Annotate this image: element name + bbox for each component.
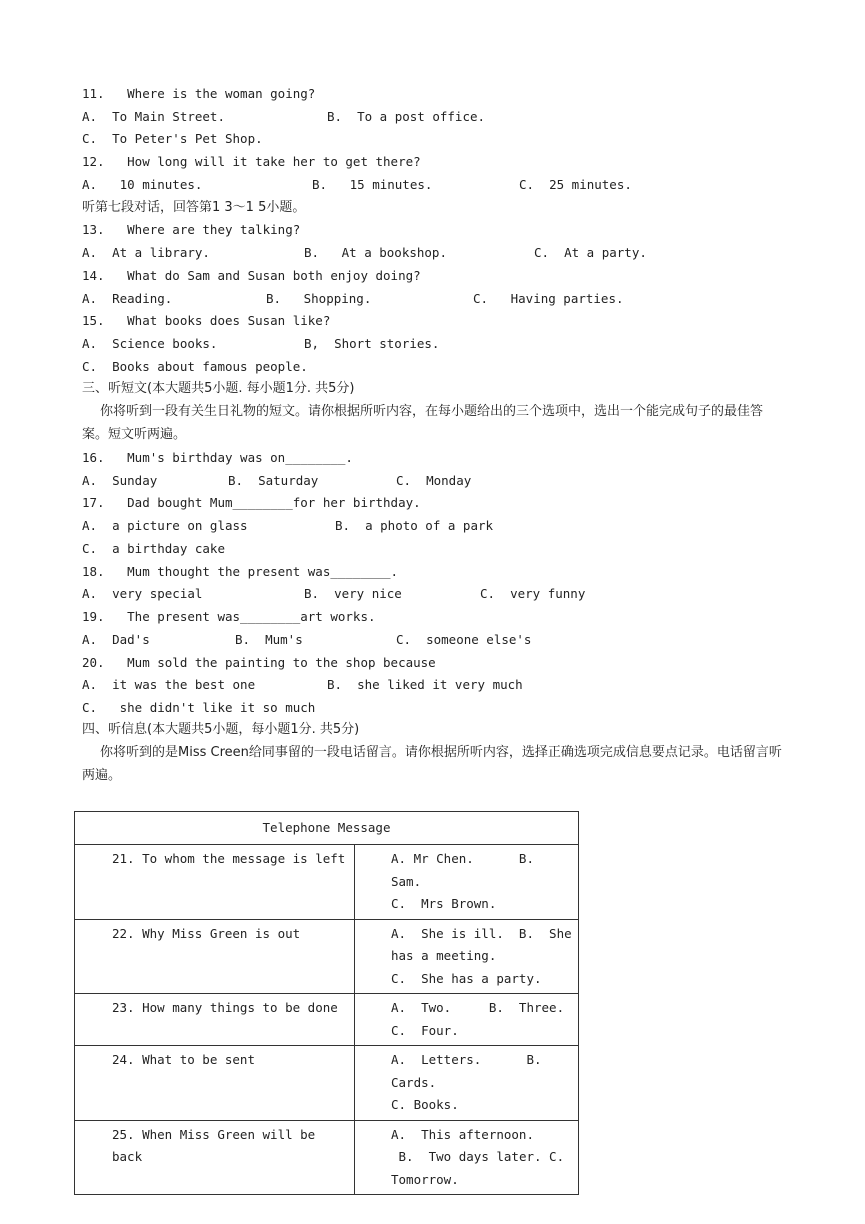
option-c: C. Monday [396,473,472,488]
option-a: A. Science books. [82,336,218,351]
options-line: A. This afternoon. [391,1126,534,1142]
option-b: B. 15 minutes. [312,177,433,192]
question-text: 17. Dad bought Mum________for her birthday. [82,495,421,510]
table-row [75,845,579,920]
option-a: A. Sunday [82,473,158,488]
option-a: A. a picture on glass [82,518,248,533]
options-line: B. Two days later. C. Tomorrow. [391,1149,572,1187]
table-question-cell: 25. When Miss Green will be back [75,1120,355,1195]
options-line: A. Letters. B. Cards. [391,1052,557,1090]
options-line: A. She is ill. B. She has a meeting. [391,925,580,963]
option-b: B. Mum's [235,632,303,647]
option-a: A. very special [82,586,203,601]
question-text: 20. Mum sold the painting to the shop because [82,655,436,670]
question-text: 13. Where are they talking? [82,222,301,237]
section-heading: 四、听信息(本大题共5小题，每小题1分. 共5分) [82,722,360,737]
option-b: B. At a bookshop. [304,245,447,260]
option-a: A. To Main Street. [82,109,225,124]
option-b: B. Shopping. [266,291,372,306]
table-row [75,919,579,994]
option-b: B, Short stories. [304,336,440,351]
question-text: 18. Mum thought the present was________. [82,564,399,579]
section-3-instructions: 你将听到一段有关生日礼物的短文。请你根据所听内容，在每小题给出的三个选项中，选出一个能完成句子的最佳答案。短文听两遍。 [82,404,764,442]
table-question-cell: 22. Why Miss Green is out [75,919,355,994]
option-c: C. she didn't like it so much [82,700,316,715]
options-line: C. She has a party. [391,970,542,986]
option-b: B. a photo of a park [335,518,494,533]
table-row [75,1046,579,1121]
table-options-cell [355,1046,579,1121]
options-line: A. Two. B. Three. [391,1000,565,1015]
table-row [75,994,579,1046]
table-question-cell: 24. What to be sent [75,1046,355,1121]
telephone-message-table [74,811,579,1195]
instruction-text: 听第七段对话，回答第1 3～1 5小题。 [82,200,306,215]
option-a: A. At a library. [82,245,210,260]
options-line: A. Mr Chen. B. Sam. [391,851,550,889]
option-b: B. To a post office. [327,109,486,124]
question-text: 15. What books does Susan like? [82,313,331,328]
question-text: 12. How long will it take her to get there? [82,154,421,169]
option-a: A. Dad's [82,632,150,647]
table-row [75,1120,579,1195]
option-c: C. Having parties. [473,291,624,306]
question-text: 16. Mum's birthday was on________. [82,450,353,465]
option-c: C. To Peter's Pet Shop. [82,131,263,146]
question-text: 14. What do Sam and Susan both enjoy doing? [82,268,421,283]
option-a: A. 10 minutes. [82,177,203,192]
table-options-cell [355,994,579,1046]
option-c: C. very funny [480,586,586,601]
table-options-cell [355,1120,579,1195]
options-line: C. Mrs Brown. [391,896,497,911]
question-text: 11. Where is the woman going? [82,86,316,101]
option-a: A. it was the best one [82,677,256,692]
table-options-cell [355,845,579,920]
option-a: A. Reading. [82,291,173,306]
table-question-cell: 23. How many things to be done [75,994,355,1046]
option-c: C. Books about famous people. [82,359,308,374]
options-line: C. Four. [391,1022,459,1038]
option-c: C. At a party. [534,245,647,260]
option-b: B. Saturday [228,473,319,488]
table-options-cell [355,919,579,994]
option-c: C. a birthday cake [82,541,225,556]
section-4-instructions: 你将听到的是Miss Creen给同事留的一段电话留言。请你根据所听内容，选择正确选项完成信息要点记录。电话留言听两遍。 [82,745,782,783]
options-line: C. Books. [391,1097,459,1112]
option-b: B. very nice [304,586,402,601]
option-c: C. 25 minutes. [519,177,632,192]
table-title: Telephone Message [75,812,579,845]
question-text: 19. The present was________art works. [82,609,376,624]
option-b: B. she liked it very much [327,677,523,692]
table-question-cell: 21. To whom the message is left [75,845,355,920]
section-heading: 三、听短文(本大题共5小题. 每小题1分. 共5分) [82,381,355,396]
option-c: C. someone else's [396,632,532,647]
table-header-row [75,812,579,845]
